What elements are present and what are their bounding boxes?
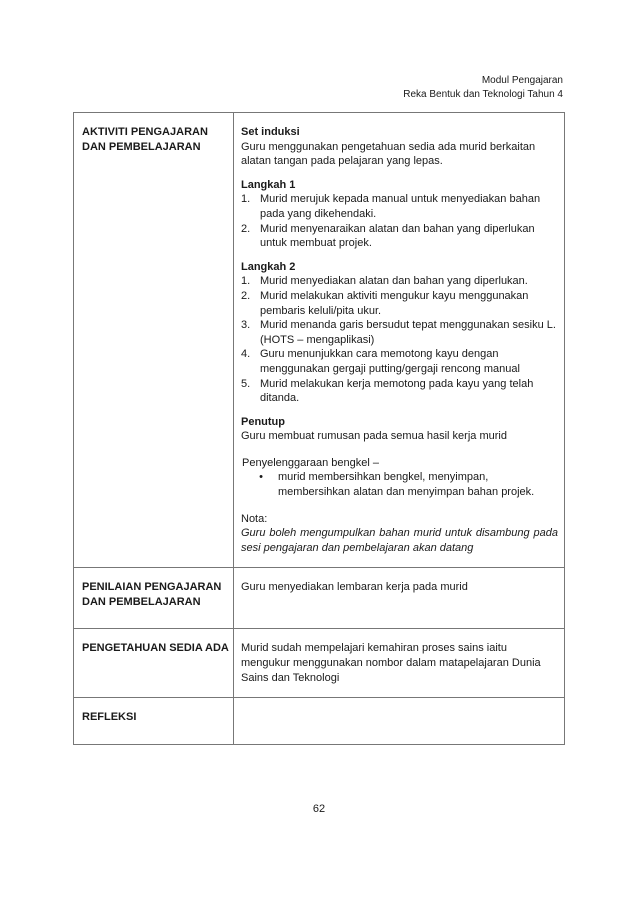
header-subject-title: Reka Bentuk dan Teknologi Tahun 4 (403, 89, 563, 100)
section-langkah-2 (241, 260, 558, 406)
row-penilaian (74, 568, 565, 629)
row-refleksi (74, 698, 565, 745)
lesson-table (73, 112, 565, 745)
step-number: 2. (241, 222, 251, 235)
label-refleksi: REFLEKSI (74, 698, 234, 745)
step-text: Guru menunjukkan cara memotong kayu dengan menggunakan gergaji putting/gergaji rencong manual (260, 348, 520, 375)
content-refleksi (234, 698, 565, 745)
bengkel-bullet-item (241, 470, 558, 499)
step-number: 1. (241, 275, 251, 288)
section-bengkel (241, 456, 558, 500)
step-text: Murid melakukan aktiviti mengukur kayu menggunakan pembaris keluli/pita ukur. (260, 289, 529, 317)
nota-text: Guru boleh mengumpulkan bahan murid untuk disambung pada sesi pengajaran dan pembelajaran akan datang (241, 527, 558, 554)
langkah-2-step (241, 377, 558, 406)
bengkel-bullet-text: murid membersihkan bengkel, menyimpan, membersihkan alatan dan menyimpan bahan projek. (278, 471, 535, 499)
set-induksi-text: Guru menggunakan pengetahuan sedia ada murid berkaitan alatan tangan pada pelajaran yang lepas. (241, 140, 536, 168)
label-aktiviti: AKTIVITI PENGAJARAN DAN PEMBELAJARAN (74, 113, 234, 568)
step-number: 1. (241, 193, 251, 206)
step-text: Murid merujuk kepada manual untuk menyediakan bahan pada yang dikehendaki. (260, 193, 541, 220)
nota-label: Nota: (241, 512, 268, 525)
langkah-1-title: Langkah 1 (241, 178, 296, 191)
step-number: 3. (241, 319, 251, 332)
langkah-1-step (241, 192, 558, 221)
row-aktiviti (74, 113, 565, 568)
content-aktiviti (234, 113, 565, 568)
section-nota (241, 512, 558, 556)
page-header (403, 74, 563, 102)
penutup-text: Guru membuat rumusan pada semua hasil kerja murid (241, 430, 507, 443)
step-text: Murid melakukan kerja memotong pada kayu yang telah ditanda. (260, 377, 534, 405)
langkah-2-step (241, 347, 558, 376)
section-penutup (241, 415, 558, 444)
langkah-1-step (241, 222, 558, 251)
label-penilaian: PENILAIAN PENGAJARAN DAN PEMBELAJARAN (74, 568, 234, 629)
row-pengetahuan (74, 629, 565, 698)
langkah-2-step (241, 289, 558, 318)
step-text: Murid menanda garis bersudut tepat menggunakan sesiku L.(HOTS – mengaplikasi) (260, 319, 556, 346)
bullet-icon: • (259, 471, 263, 484)
penutup-title: Penutup (241, 415, 285, 428)
section-langkah-1 (241, 178, 558, 251)
step-number: 5. (241, 377, 251, 390)
label-pengetahuan: PENGETAHUAN SEDIA ADA (74, 629, 234, 698)
step-text: Murid menyenaraikan alatan dan bahan yang diperlukan untuk membuat projek. (260, 222, 535, 250)
bengkel-text: Penyelenggaraan bengkel – (242, 456, 380, 469)
section-set-induksi (241, 125, 558, 169)
content-pengetahuan: Murid sudah mempelajari kemahiran proses sains iaitu mengukur menggunakan nombor dalam matapelajaran Dunia Sains dan Teknologi (234, 629, 565, 698)
langkah-2-title: Langkah 2 (241, 260, 296, 273)
step-text: Murid menyediakan alatan dan bahan yang diperlukan. (260, 275, 528, 288)
step-number: 4. (241, 348, 251, 361)
page-number: 62 (312, 803, 326, 815)
step-number: 2. (241, 289, 251, 302)
langkah-2-step (241, 274, 558, 289)
langkah-2-step (241, 318, 558, 347)
set-induksi-title: Set induksi (241, 126, 300, 138)
content-penilaian: Guru menyediakan lembaran kerja pada murid (234, 568, 565, 629)
header-module-title: Modul Pengajaran (481, 75, 563, 86)
